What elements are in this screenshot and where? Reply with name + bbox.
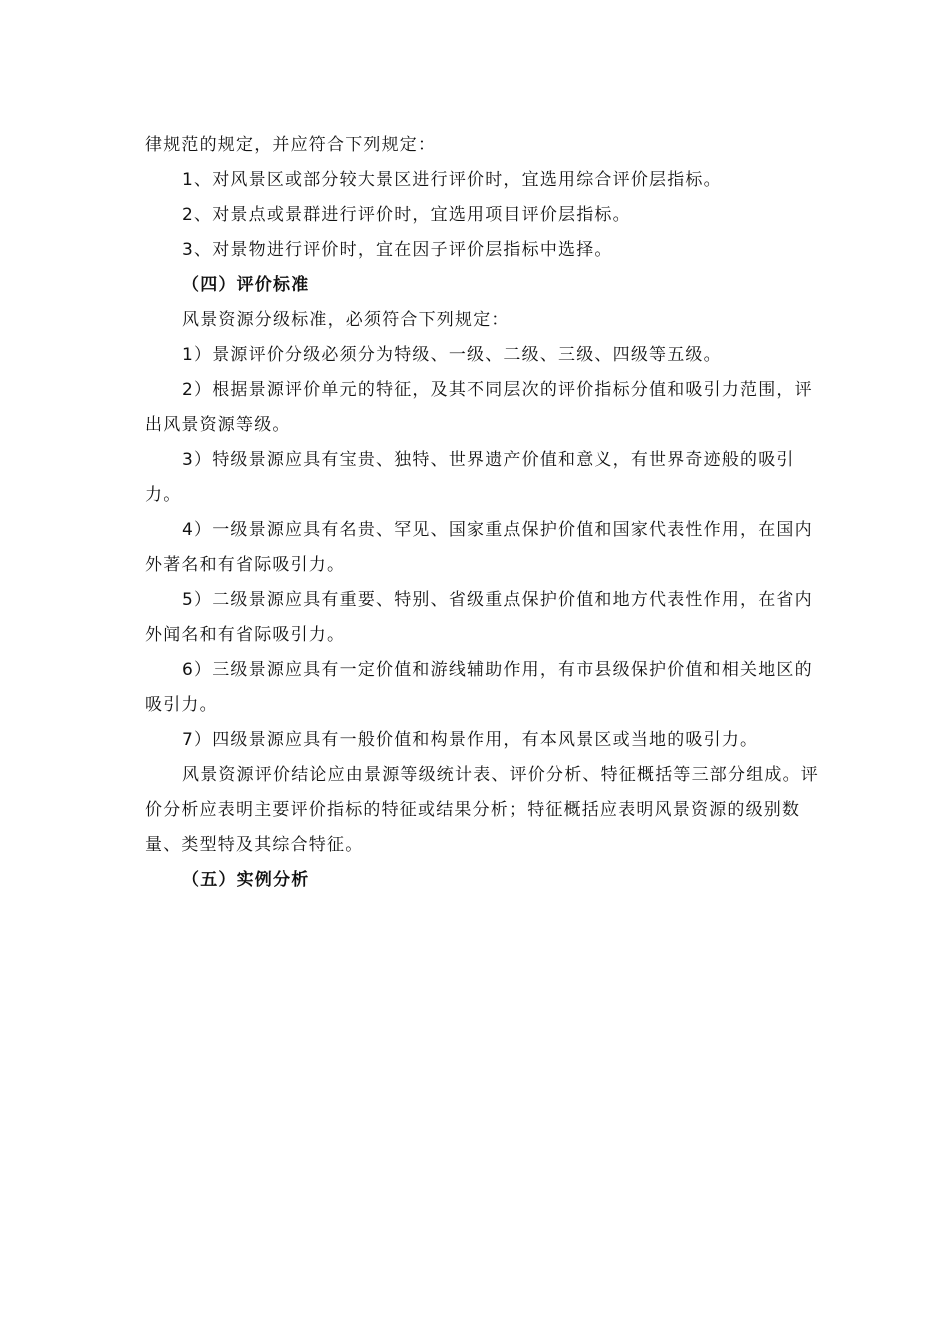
standard-item-7: 7）四级景源应具有一般价值和构景作用，有本风景区或当地的吸引力。 <box>182 730 759 750</box>
list-item-1: 1、对风景区或部分较大景区进行评价时，宜选用综合评价层指标。 <box>182 170 722 190</box>
standard-item-4: 4）一级景源应具有名贵、罕见、国家重点保护价值和国家代表性作用，在国内外著名和有省际吸引力。 <box>145 520 813 575</box>
paragraph-standard-intro: 风景资源分级标准，必须符合下列规定： <box>182 310 510 330</box>
standard-item-5: 5）二级景源应具有重要、特别、省级重点保护价值和地方代表性作用，在省内外闻名和有省际吸引力。 <box>145 590 813 645</box>
standard-item-2: 2）根据景源评价单元的特征，及其不同层次的评价指标分值和吸引力范围，评出风景资源等级。 <box>145 380 813 435</box>
section-heading-evaluation-standard: （四）评价标准 <box>182 275 310 295</box>
list-item-2: 2、对景点或景群进行评价时，宜选用项目评价层指标。 <box>182 205 631 225</box>
list-item-3: 3、对景物进行评价时，宜在因子评价层指标中选择。 <box>182 240 613 260</box>
standard-item-1: 1）景源评价分级必须分为特级、一级、二级、三级、四级等五级。 <box>182 345 722 365</box>
paragraph-continuation: 律规范的规定，并应符合下列规定： <box>145 135 437 155</box>
paragraph-conclusion: 风景资源评价结论应由景源等级统计表、评价分析、特征概括等三部分组成。评价分析应表明主要评价指标的特征或结果分析；特征概括应表明风景资源的级别数量、类型特及其综合特征。 <box>145 765 819 855</box>
section-heading-case-analysis: （五）实例分析 <box>182 870 310 890</box>
standard-item-3: 3）特级景源应具有宝贵、独特、世界遗产价值和意义，有世界奇迹般的吸引力。 <box>145 450 795 505</box>
standard-item-6: 6）三级景源应具有一定价值和游线辅助作用，有市县级保护价值和相关地区的吸引力。 <box>145 660 813 715</box>
